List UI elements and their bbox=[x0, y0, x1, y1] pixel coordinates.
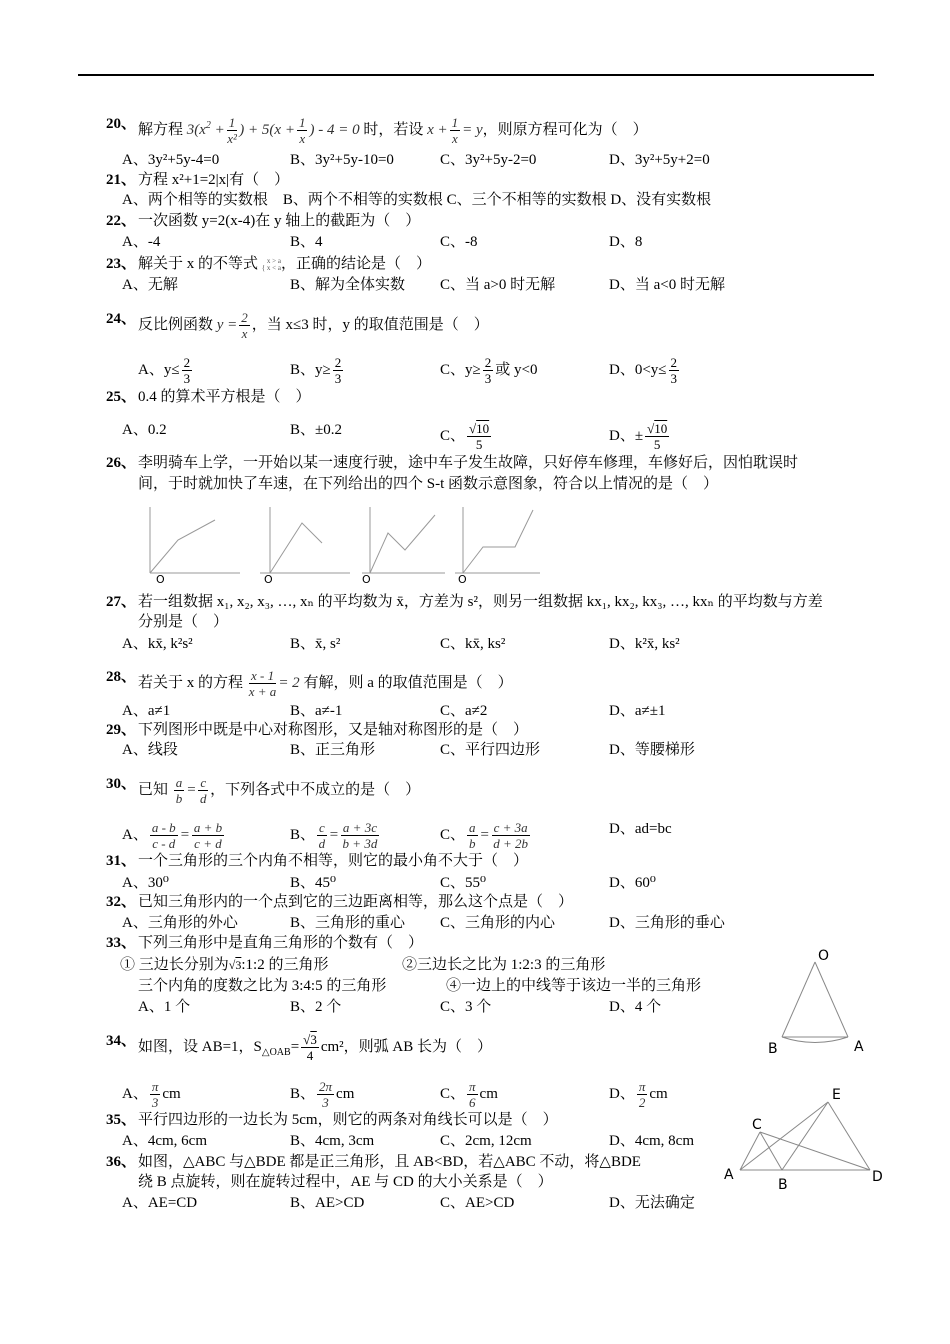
question-text-line1: 李明骑车上学，一开始以某一速度行驶，途中车子发生故障，只好停车修理，车修好后，因怕耽误时 bbox=[138, 455, 799, 471]
question-text: 一次函数 y=2(x-4)在 y 轴上的截距为（ ） bbox=[138, 213, 421, 229]
label-c: C bbox=[752, 1117, 762, 1133]
option-d: D、三角形的垂心 bbox=[609, 915, 725, 931]
option-a: A、线段 bbox=[122, 742, 178, 758]
question-text: 如图，设 AB=1，$S_{\triangle OAB}=$ $\frac{√3}{4}$ cm²，则弧 AB 长为（ ） bbox=[138, 1032, 492, 1063]
label-b: B bbox=[768, 1041, 778, 1057]
option-b: B、2 个 bbox=[290, 999, 342, 1015]
triangles-figure bbox=[720, 1082, 895, 1197]
option-b: B、y≥ $\frac{2}{3}$ bbox=[290, 355, 342, 386]
option-c: C、 $\frac{a}{b}$ = $\frac{c + 3a}{d + 2b}$ bbox=[440, 820, 529, 851]
option-b: B、AE>CD bbox=[290, 1195, 365, 1211]
question-text: 已知 $\frac{a}{b}$ = $\frac{c}{d}$ ，下列各式中不成立的是（ ） bbox=[138, 775, 421, 806]
option-a: A、-4 bbox=[122, 234, 161, 250]
question-text: 一个三角形的三个内角不相等，则它的最小角不大于（ ） bbox=[138, 853, 529, 869]
option-c: C、-8 bbox=[440, 234, 478, 250]
question-text: 解关于 x 的不等式 { x > a x < a ，正确的结论是（ ） bbox=[138, 256, 431, 272]
label-o: O bbox=[818, 948, 830, 964]
option-d: D、a≠±1 bbox=[609, 703, 666, 719]
option-b: B、3y²+5y-10=0 bbox=[290, 152, 394, 168]
question-text-line1: 如图，△ABC 与△BDE 都是正三角形，且 AB<BD，若△ABC 不动，将△BDE bbox=[138, 1154, 641, 1170]
option-d: D、无法确定 bbox=[609, 1195, 695, 1211]
option-c: C、y≥ $\frac{2}{3}$ 或 y<0 bbox=[440, 355, 538, 386]
question-text-line2: 绕 B 点旋转，则在旋转过程中，AE 与 CD 的大小关系是（ ） bbox=[138, 1174, 553, 1190]
label-e: E bbox=[832, 1087, 841, 1103]
item-1: ① 三边长分别为√3:1:2 的三角形 bbox=[120, 957, 329, 973]
option-d: D、等腰梯形 bbox=[609, 742, 695, 758]
option-a: A、y≤ $\frac{2}{3}$ bbox=[138, 355, 191, 386]
graph-origin-label: O bbox=[362, 573, 371, 585]
option-c: C、a≠2 bbox=[440, 703, 488, 719]
option-a: A、 $\frac{\pi}{3}$ cm bbox=[122, 1079, 181, 1110]
option-d: D、3y²+5y+2=0 bbox=[609, 152, 710, 168]
option-a: A、0.2 bbox=[122, 422, 167, 438]
question-number: 26、 bbox=[106, 455, 137, 471]
question-number: 28、 bbox=[106, 669, 137, 685]
option-d: D、 $\frac{\pi}{2}$ cm bbox=[609, 1079, 668, 1110]
option-c: C、 $\frac{√10}{5}$ bbox=[440, 421, 490, 452]
option-a: A、3y²+5y-4=0 bbox=[122, 152, 220, 168]
question-number: 30、 bbox=[106, 776, 137, 792]
graph-a bbox=[150, 507, 240, 585]
option-d: D、4cm, 8cm bbox=[609, 1133, 694, 1149]
option-c: C、2cm, 12cm bbox=[440, 1133, 532, 1149]
option-a: A、三角形的外心 bbox=[122, 915, 238, 931]
option-c: C、3 个 bbox=[440, 999, 492, 1015]
option-c: C、平行四边形 bbox=[440, 742, 541, 758]
option-d: D、60⁰ bbox=[609, 875, 656, 891]
question-number: 31、 bbox=[106, 853, 137, 869]
header-rule bbox=[78, 74, 874, 76]
item-3: 三个内角的度数之比为 3:4:5 的三角形 bbox=[138, 978, 387, 994]
option-b: B、解为全体实数 bbox=[290, 277, 406, 293]
option-a: A、 $\frac{a - b}{c - d}$ = $\frac{a + b}{c + d}$ bbox=[122, 820, 223, 851]
question-number: 27、 bbox=[106, 594, 137, 610]
question-number: 34、 bbox=[106, 1033, 137, 1049]
inequality-system: { x > a x < a bbox=[261, 256, 281, 272]
option-a: A、4cm, 6cm bbox=[122, 1133, 207, 1149]
label-a: A bbox=[724, 1167, 734, 1183]
option-b: B、4 bbox=[290, 234, 323, 250]
question-number: 33、 bbox=[106, 935, 137, 951]
option-d: D、8 bbox=[609, 234, 643, 250]
option-c: C、3y²+5y-2=0 bbox=[440, 152, 537, 168]
option-c: C、kx̄, ks² bbox=[440, 636, 506, 652]
label-d: D bbox=[872, 1169, 883, 1185]
question-text: 0.4 的算术平方根是（ ） bbox=[138, 389, 311, 405]
question-number: 24、 bbox=[106, 311, 137, 327]
graph-b bbox=[260, 507, 350, 585]
option-a: A、a≠1 bbox=[122, 703, 171, 719]
question-text: 已知三角形内的一个点到它的三边距离相等，那么这个点是（ ） bbox=[138, 894, 574, 910]
option-a: A、无解 bbox=[122, 277, 178, 293]
question-number: 21、 bbox=[106, 172, 137, 188]
option-b: B、a≠-1 bbox=[290, 703, 343, 719]
question-text-line2: 分别是（ ） bbox=[138, 614, 229, 630]
graph-d bbox=[455, 507, 540, 585]
substitution: x + $\frac{1}{x}$ = y bbox=[427, 115, 483, 146]
option-d: D、0<y≤ $\frac{2}{3}$ bbox=[609, 355, 678, 386]
option-a: A、1 个 bbox=[138, 999, 191, 1015]
graph-origin-label: O bbox=[264, 573, 273, 585]
item-2: ②三边长之比为 1:2:3 的三角形 bbox=[402, 957, 606, 973]
option-a: A、kx̄, k²s² bbox=[122, 636, 193, 652]
option-d: D、当 a<0 时无解 bbox=[609, 277, 725, 293]
option-c: C、 $\frac{\pi}{6}$ cm bbox=[440, 1079, 498, 1110]
option-c: C、当 a>0 时无解 bbox=[440, 277, 556, 293]
question-number: 22、 bbox=[106, 213, 137, 229]
option-d: D、k²x̄, ks² bbox=[609, 636, 680, 652]
question-number: 20、 bbox=[106, 116, 137, 132]
graph-c bbox=[362, 507, 445, 585]
option-a: A、AE=CD bbox=[122, 1195, 198, 1211]
question-number: 35、 bbox=[106, 1112, 137, 1128]
option-b: B、三角形的重心 bbox=[290, 915, 406, 931]
question-number: 36、 bbox=[106, 1154, 137, 1170]
option-b: B、45⁰ bbox=[290, 875, 337, 891]
option-c: C、55⁰ bbox=[440, 875, 487, 891]
option-c: C、三角形的内心 bbox=[440, 915, 556, 931]
question-text: 下列图形中既是中心对称图形，又是轴对称图形的是（ ） bbox=[138, 722, 529, 738]
option-b: B、 $\frac{2\pi}{3}$ cm bbox=[290, 1079, 355, 1110]
label-b: B bbox=[778, 1177, 788, 1193]
option-a: A、30⁰ bbox=[122, 875, 169, 891]
question-text: 平行四边形的一边长为 5cm，则它的两条对角线长可以是（ ） bbox=[138, 1112, 558, 1128]
option-c: C、AE>CD bbox=[440, 1195, 515, 1211]
option-d: D、± $\frac{√10}{5}$ bbox=[609, 421, 668, 452]
question-text: 下列三角形中是直角三角形的个数有（ ） bbox=[138, 935, 424, 951]
graph-origin-label: O bbox=[458, 573, 467, 585]
question-text: 解方程 $3(x^2$ + $\frac{1}{\text{x²}}$ ) + 5(x + $\frac{1}{x}$ ) - 4 = 0 时，若设 x + $\frac{1}{x}$ = y，则原方程可化为（ ） bbox=[138, 115, 648, 146]
option-d: D、4 个 bbox=[609, 999, 662, 1015]
option-b: B、x̄, s² bbox=[290, 636, 341, 652]
question-number: 32、 bbox=[106, 894, 137, 910]
question-text: 反比例函数 y = $\frac{2}{x}$ ，当 x≤3 时，y 的取值范围是（ ） bbox=[138, 310, 489, 341]
question-text: 若关于 x 的方程 $\frac{x - 1}{x + a}$ = 2 有解，则 a 的取值范围是（ ） bbox=[138, 668, 513, 699]
question-number: 29、 bbox=[106, 722, 137, 738]
question-number: 23、 bbox=[106, 256, 137, 272]
equation: $3(x^2$ + $\frac{1}{\text{x²}}$ ) + 5(x + $\frac{1}{x}$ ) - 4 = 0 bbox=[186, 115, 360, 146]
option-b: B、4cm, 3cm bbox=[290, 1133, 375, 1149]
question-number: 25、 bbox=[106, 389, 137, 405]
question-text-line1: 若一组数据 x₁, x₂, x₃, …, xₙ 的平均数为 x̄，方差为 s²，则另一组数据 kx₁, kx₂, kx₃, …, kxₙ 的平均数与方差 bbox=[138, 594, 823, 610]
options-line: A、两个相等的实数根 B、两个不相等的实数根 C、三个不相等的实数根 D、没有实数根 bbox=[122, 192, 712, 208]
label-a: A bbox=[854, 1039, 864, 1055]
option-b: B、正三角形 bbox=[290, 742, 376, 758]
st-graphs bbox=[140, 505, 560, 585]
option-d: D、ad=bc bbox=[609, 821, 672, 837]
graph-origin-label: O bbox=[156, 573, 165, 585]
question-text-line2: 间，于时就加快了车速，在下列给出的四个 S-t 函数示意图象，符合以上情况的是（ ） bbox=[138, 476, 719, 492]
option-b: B、 $\frac{c}{d}$ = $\frac{a + 3c}{b + 3d}$ bbox=[290, 820, 378, 851]
item-4: ④一边上的中线等于该边一半的三角形 bbox=[446, 978, 702, 994]
sector-figure bbox=[760, 940, 880, 1060]
question-text: 方程 x²+1=2|x|有（ ） bbox=[138, 172, 290, 188]
option-b: B、±0.2 bbox=[290, 422, 342, 438]
